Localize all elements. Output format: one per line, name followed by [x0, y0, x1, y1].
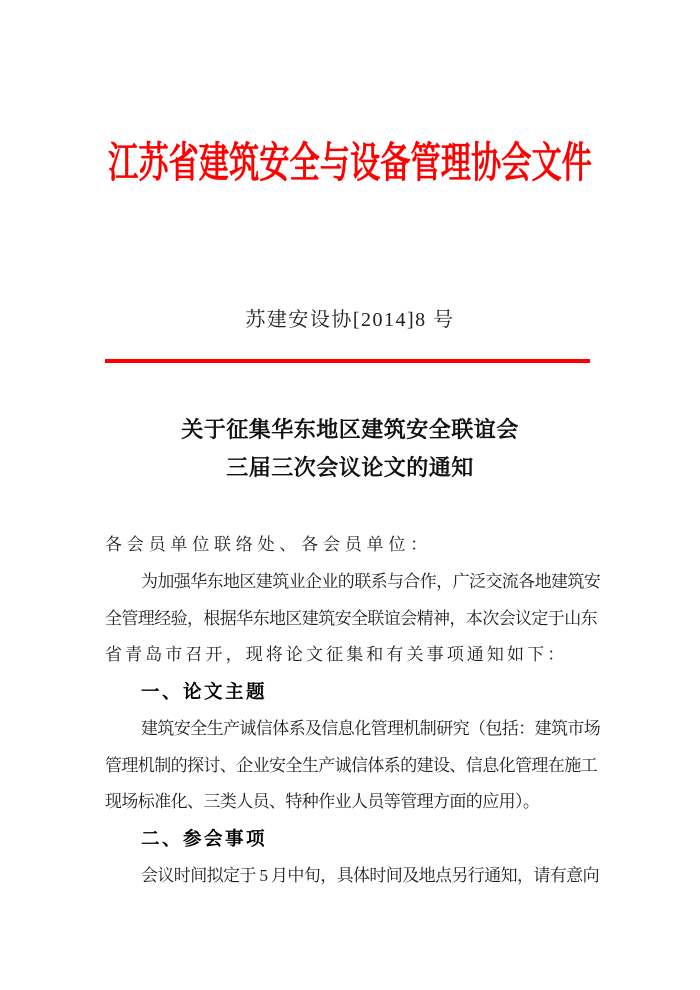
salutation-line: 各会员单位联络处、各会员单位：	[105, 535, 432, 554]
red-divider-rule	[105, 359, 590, 363]
letterhead-banner	[0, 140, 700, 188]
notice-title	[0, 411, 700, 487]
body-line: 全管理经验，根据华东地区建筑安全联谊会精神，本次会议定于山东	[105, 608, 597, 628]
notice-title-line-2: 三届三次会议论文的通知	[226, 455, 474, 480]
body-line: 为加强华东地区建筑业企业的联系与合作，广泛交流各地建筑安	[141, 571, 601, 591]
section-heading-1: 一、论文主题	[141, 681, 268, 702]
body-line: 会议时间拟定于 5 月中旬，具体时间及地点另行通知，请有意向	[141, 865, 599, 885]
document-reference-number: 苏建安设协[2014]8 号	[245, 309, 455, 331]
body-line: 建筑安全生产诚信体系及信息化管理机制研究（包括：建筑市场	[141, 718, 601, 738]
notice-body	[105, 527, 601, 895]
notice-title-line-1: 关于征集华东地区建筑安全联谊会	[181, 417, 519, 442]
letterhead-text: 江苏省建筑安全与设备管理协会文件	[108, 141, 592, 187]
body-line: 现场标准化、三类人员、特种作业人员等管理方面的应用）。	[105, 792, 540, 812]
body-line: 省青岛市召开，现将论文征集和有关事项通知如下：	[105, 645, 568, 665]
body-line: 管理机制的探讨、企业安全生产诚信体系的建设、信息化管理在施工	[105, 755, 597, 775]
section-heading-2: 二、参会事项	[141, 828, 268, 849]
